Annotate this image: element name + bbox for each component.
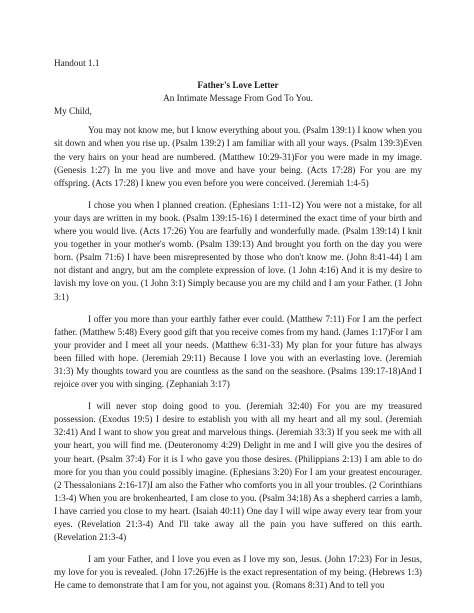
document-title: Father's Love Letter xyxy=(197,80,279,91)
paragraph: I am your Father, and I love you even as I love my son, Jesus. (John 17:23) For in Jesus, my love for you is revealed. (John 17:26)He is the exact representation of my being. (Hebrews 1:3) He came to demonstrate that I am for you, not against you. (Romans 8:31) And to tell you xyxy=(54,554,422,591)
paragraph: I will never stop doing good to you. (Jeremiah 32:40) For you are my treasured possession. (Exodus 19:5) I desire to establish you with all my heart and all my soul. (Jeremiah 32:41) And I want to show you great and marvelous things. (Jeremiah 33:3) If you seek me with all your heart, you will find me. (Deuteronomy 4:29) Delight in me and I will give you the desires of your heart. (Psalm 37:4) For it is I who gave you those desires. (Philippians 2:13) I am able to do more for you than you could possibly imagine. (Ephesians 3:20) For I am your greatest encourager. (2 Thessalonians 2:16-17)I am also the Father who comforts you in all your troubles. (2 Corinthians 1:3-4) When you are brokenhearted, I am close to you. (Psalm 34:18) As a shepherd carries a lamb, I have carried you close to my heart. (Isaiah 40:11) One day I will wipe away every tear from your eyes. (Revelation 21:3-4) And I'll take away all the pain you have suffered on this earth. (Revelation 21:3-4) xyxy=(54,401,422,543)
paragraph: I offer you more than your earthly father ever could. (Matthew 7:11) For I am the perfect father. (Matthew 5:48) Every good gift that you receive comes from my hand. (James 1:17)For I am your provider and I meet all your needs. (Matthew 6:31-33) My plan for your future has always been filled with hope. (Jeremiah 29:11) Because I love you with an everlasting love. (Jeremiah 31:3) My thoughts toward you are countless as the sand on the seashore. (Psalms 139:17-18)And I rejoice over you with singing. (Zephaniah 3:17) xyxy=(54,313,422,390)
paragraph: You may not know me, but I know everything about you. (Psalm 139:1) I know when you sit down and when you rise up. (Psalm 139:2) I am familiar with all your ways. (Psalm 139:3)Even the very hairs on your head are numbered. (Matthew 10:29-31)For you were made in my image. (Genesis 1:27) In me you live and move and have your being. (Acts 17:28) For you are my offspring. (Acts 17:28) I knew you even before you were conceived. (Jeremiah 1:4-5) xyxy=(54,125,422,188)
document-subtitle: An Intimate Message From God To You. xyxy=(163,93,313,104)
paragraph: I chose you when I planned creation. (Ephesians 1:11-12) You were not a mistake, for all your days are written in my book. (Psalm 139:15-16) I determined the exact time of your birth and where you would live. (Acts 17:26) You are fearfully and wonderfully made. (Psalm 139:14) I knit you together in your mother's womb. (Psalm 139:13) And brought you forth on the day you were born. (Psalm 71:6) I have been misrepresented by those who don't know me. (John 8:41-44) I am not distant and angry, but am the complete expression of love. (1 John 4:16) And it is my desire to lavish my love on you. (1 John 3:1) Simply because you are my child and I am your Father. (1 John 3:1) xyxy=(54,199,422,302)
salutation: My Child, xyxy=(54,106,92,117)
handout-label: Handout 1.1 xyxy=(54,58,100,68)
